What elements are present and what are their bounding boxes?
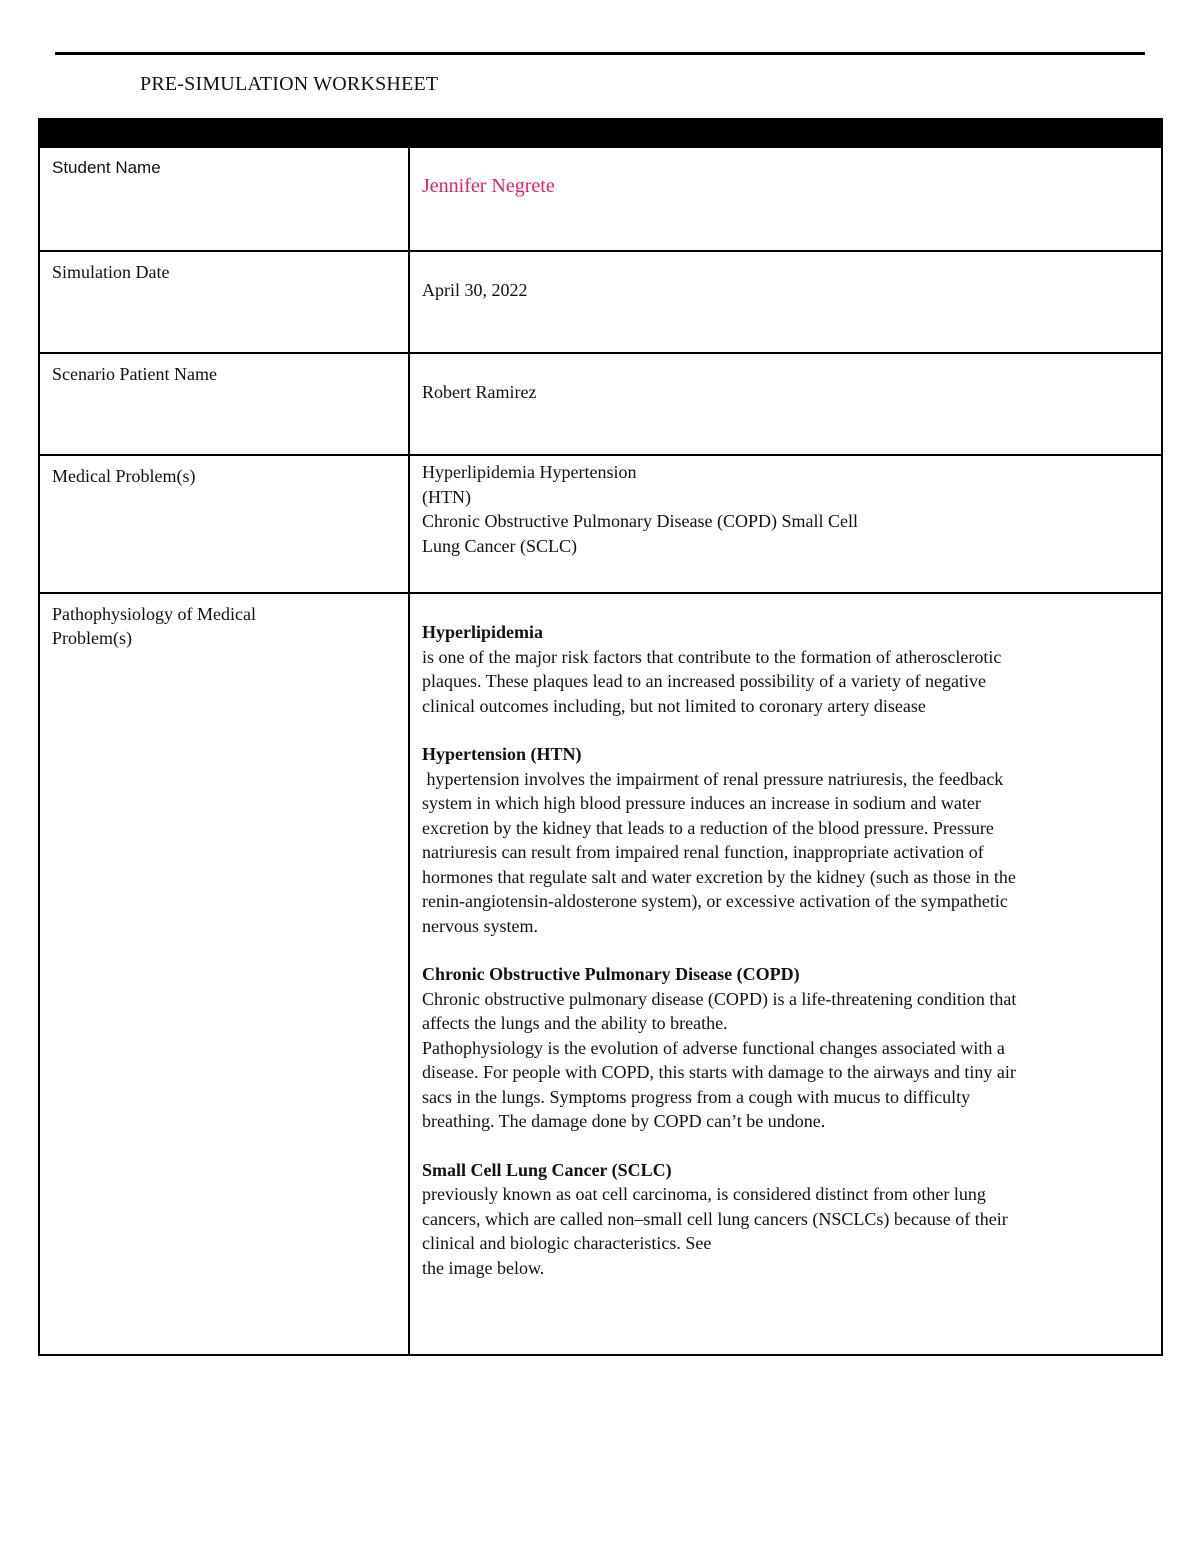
table-row-simulation-date [39, 251, 1162, 353]
pathophysiology-label-line: Pathophysiology of Medical [52, 604, 256, 624]
table-row-patient-name [39, 353, 1162, 455]
section-heading: Hyperlipidemia [422, 622, 543, 642]
section-spacer [422, 1134, 1147, 1158]
section-body-line: system in which high blood pressure induces an increase in sodium and water [422, 793, 981, 813]
pathophysiology-value [409, 593, 1162, 1355]
section-hypertension [422, 742, 1147, 938]
section-body-line: hormones that regulate salt and water excretion by the kidney (such as those in the [422, 866, 1016, 887]
section-heading: Small Cell Lung Cancer (SCLC) [422, 1159, 672, 1180]
section-body-line: the image below. [422, 1257, 545, 1278]
section-sclc [422, 1158, 1147, 1281]
patient-name-label: Scenario Patient Name [39, 353, 409, 455]
section-body-line: disease. For people with COPD, this starts with damage to the airways and tiny air [422, 1062, 1016, 1082]
section-spacer [422, 938, 1147, 962]
table-row-pathophysiology [39, 593, 1162, 1355]
section-body-line: clinical and biologic characteristics. See [422, 1233, 712, 1253]
section-body-line: excretion by the kidney that leads to a reduction of the blood pressure. Pressure [422, 817, 994, 838]
section-body-line: sacs in the lungs. Symptoms progress from a cough with mucus to difficulty [422, 1086, 971, 1107]
pathophysiology-label-line: Problem(s) [52, 628, 132, 648]
section-body-line: is one of the major risk factors that contribute to the formation of atherosclerotic [422, 646, 1002, 667]
medical-problems-line: Lung Cancer (SCLC) [422, 535, 577, 556]
section-body-line: hypertension involves the impairment of renal pressure natriuresis, the feedback [422, 768, 1004, 789]
medical-problems-value [409, 455, 1162, 593]
top-rule [55, 52, 1145, 55]
table-row-medical-problems [39, 455, 1162, 593]
worksheet-table [38, 118, 1163, 1356]
section-copd [422, 962, 1147, 1134]
student-name-value-cell [409, 147, 1162, 251]
medical-problems-line: (HTN) [422, 486, 471, 507]
simulation-date-label: Simulation Date [39, 251, 409, 353]
section-body-line: Chronic obstructive pulmonary disease (COPD) is a life-threatening condition that [422, 988, 1017, 1009]
section-body-line: plaques. These plaques lead to an increased possibility of a variety of negative [422, 671, 986, 691]
section-spacer [422, 718, 1147, 742]
medical-problems-label: Medical Problem(s) [39, 455, 409, 593]
section-hyperlipidemia [422, 620, 1147, 718]
section-body-line: breathing. The damage done by COPD can’t be undone. [422, 1111, 826, 1131]
pathophysiology-label [39, 593, 409, 1355]
section-heading: Hypertension (HTN) [422, 744, 582, 764]
table-header-bar [39, 119, 1162, 147]
simulation-date-value: April 30, 2022 [409, 251, 1162, 353]
section-body-line: previously known as oat cell carcinoma, is considered distinct from other lung [422, 1184, 986, 1204]
medical-problems-line: Chronic Obstructive Pulmonary Disease (COPD) Small Cell [422, 511, 858, 531]
student-name-label: Student Name [39, 147, 409, 251]
section-body-line: Pathophysiology is the evolution of adverse functional changes associated with a [422, 1037, 1005, 1058]
section-body-line: natriuresis can result from impaired renal function, inappropriate activation of [422, 842, 984, 862]
section-heading: Chronic Obstructive Pulmonary Disease (COPD) [422, 964, 800, 984]
section-body-line: clinical outcomes including, but not limited to coronary artery disease [422, 695, 926, 716]
patient-name-value: Robert Ramirez [409, 353, 1162, 455]
section-body-line: affects the lungs and the ability to breathe. [422, 1013, 728, 1033]
section-body-line: cancers, which are called non–small cell lung cancers (NSCLCs) because of their [422, 1208, 1008, 1229]
section-body-line: renin-angiotensin-aldosterone system), or excessive activation of the sympathetic [422, 891, 1008, 911]
student-name-value: Jennifer Negrete [422, 175, 555, 197]
medical-problems-line: Hyperlipidemia Hypertension [422, 462, 637, 482]
table-row-student-name [39, 147, 1162, 251]
section-body-line: nervous system. [422, 915, 538, 936]
page-title: PRE-SIMULATION WORKSHEET [140, 73, 439, 95]
